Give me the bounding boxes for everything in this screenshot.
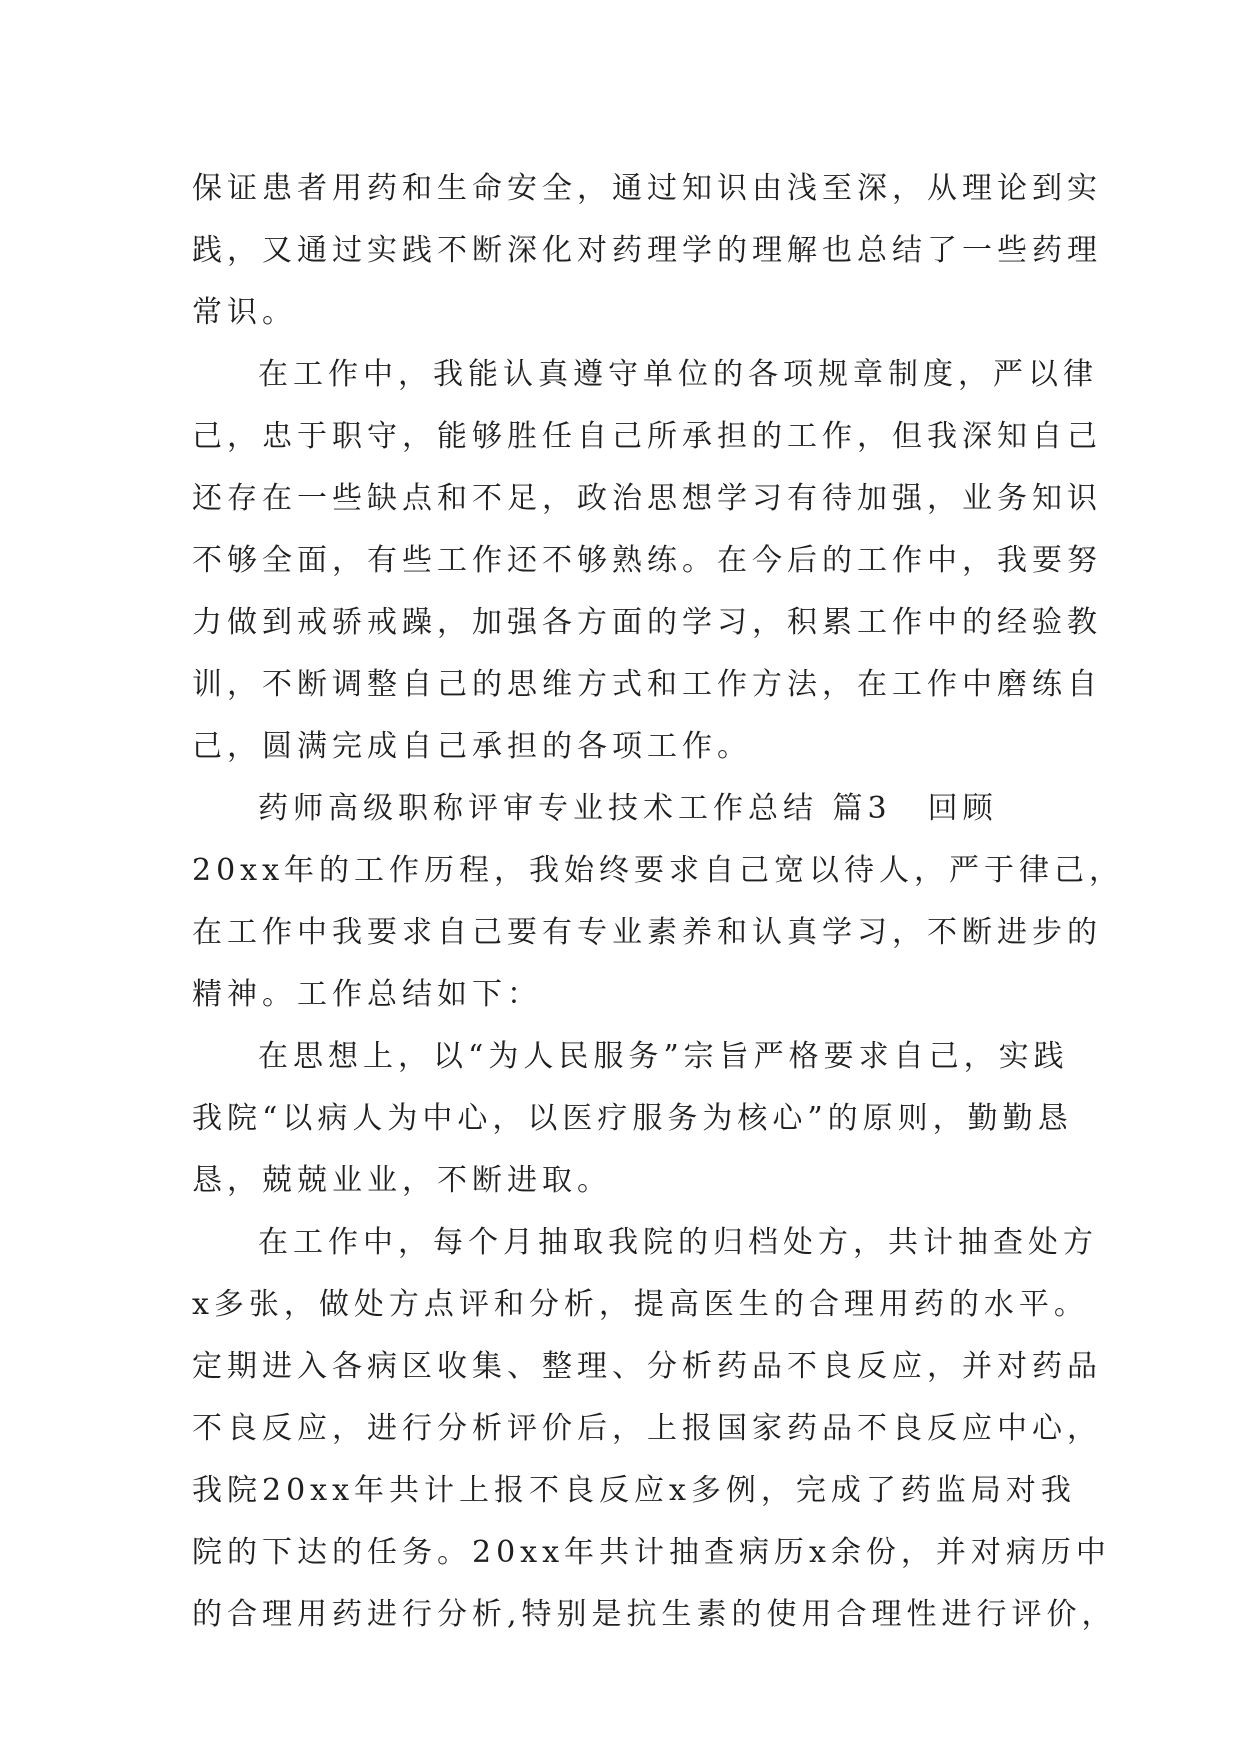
text-line: 己，忠于职守，能够胜任自己所承担的工作，但我深知自己 bbox=[192, 419, 1102, 454]
text-line: 20xx年的工作历程，我始终要求自己宽以待人，严于律己， bbox=[192, 853, 1125, 888]
section-heading: 药师高级职称评审专业技术工作总结 篇3 bbox=[258, 791, 892, 826]
paragraph-start-line: 在工作中，我能认真遵守单位的各项规章制度，严以律 bbox=[258, 357, 1098, 392]
text-line: 常识。 bbox=[192, 295, 297, 330]
text-line: 己，圆满完成自己承担的各项工作。 bbox=[192, 729, 752, 764]
text-line: 我院20xx年共计上报不良反应x多例，完成了药监局对我 bbox=[192, 1473, 1076, 1508]
text-line: 不够全面，有些工作还不够熟练。在今后的工作中，我要努 bbox=[192, 543, 1102, 578]
text-line: 力做到戒骄戒躁，加强各方面的学习，积累工作中的经验教 bbox=[192, 605, 1102, 640]
text-line: 践，又通过实践不断深化对药理学的理解也总结了一些药理 bbox=[192, 233, 1102, 268]
text-line: 不良反应，进行分析评价后，上报国家药品不良反应中心， bbox=[192, 1411, 1102, 1446]
text-line: 恳，兢兢业业，不断进取。 bbox=[192, 1163, 612, 1198]
text-line: 的合理用药进行分析,特别是抗生素的使用合理性进行评价， bbox=[192, 1597, 1117, 1632]
text-line: 还存在一些缺点和不足，政治思想学习有待加强，业务知识 bbox=[192, 481, 1102, 516]
heading-trailing-text: 回顾 bbox=[927, 791, 998, 826]
paragraph-start-line: 在思想上，以“为人民服务”宗旨严格要求自己，实践 bbox=[258, 1039, 1069, 1074]
text-line: 院的下达的任务。20xx年共计抽查病历x余份，并对病历中 bbox=[192, 1535, 1111, 1570]
text-line: x多张，做处方点评和分析，提高医生的合理用药的水平。 bbox=[192, 1287, 1089, 1322]
text-line: 定期进入各病区收集、整理、分析药品不良反应，并对药品 bbox=[192, 1349, 1102, 1384]
text-line: 保证患者用药和生命安全，通过知识由浅至深，从理论到实 bbox=[192, 171, 1102, 206]
section-heading-line bbox=[192, 778, 1052, 840]
paragraph-start-line: 在工作中，每个月抽取我院的归档处方，共计抽查处方 bbox=[258, 1225, 1098, 1260]
text-line: 精神。工作总结如下： bbox=[192, 977, 542, 1012]
text-line: 我院“以病人为中心，以医疗服务为核心”的原则，勤勤恳 bbox=[192, 1101, 1073, 1136]
text-line: 训，不断调整自己的思维方式和工作方法，在工作中磨练自 bbox=[192, 667, 1102, 702]
text-line: 在工作中我要求自己要有专业素养和认真学习，不断进步的 bbox=[192, 915, 1102, 950]
document-body bbox=[192, 158, 1125, 1646]
